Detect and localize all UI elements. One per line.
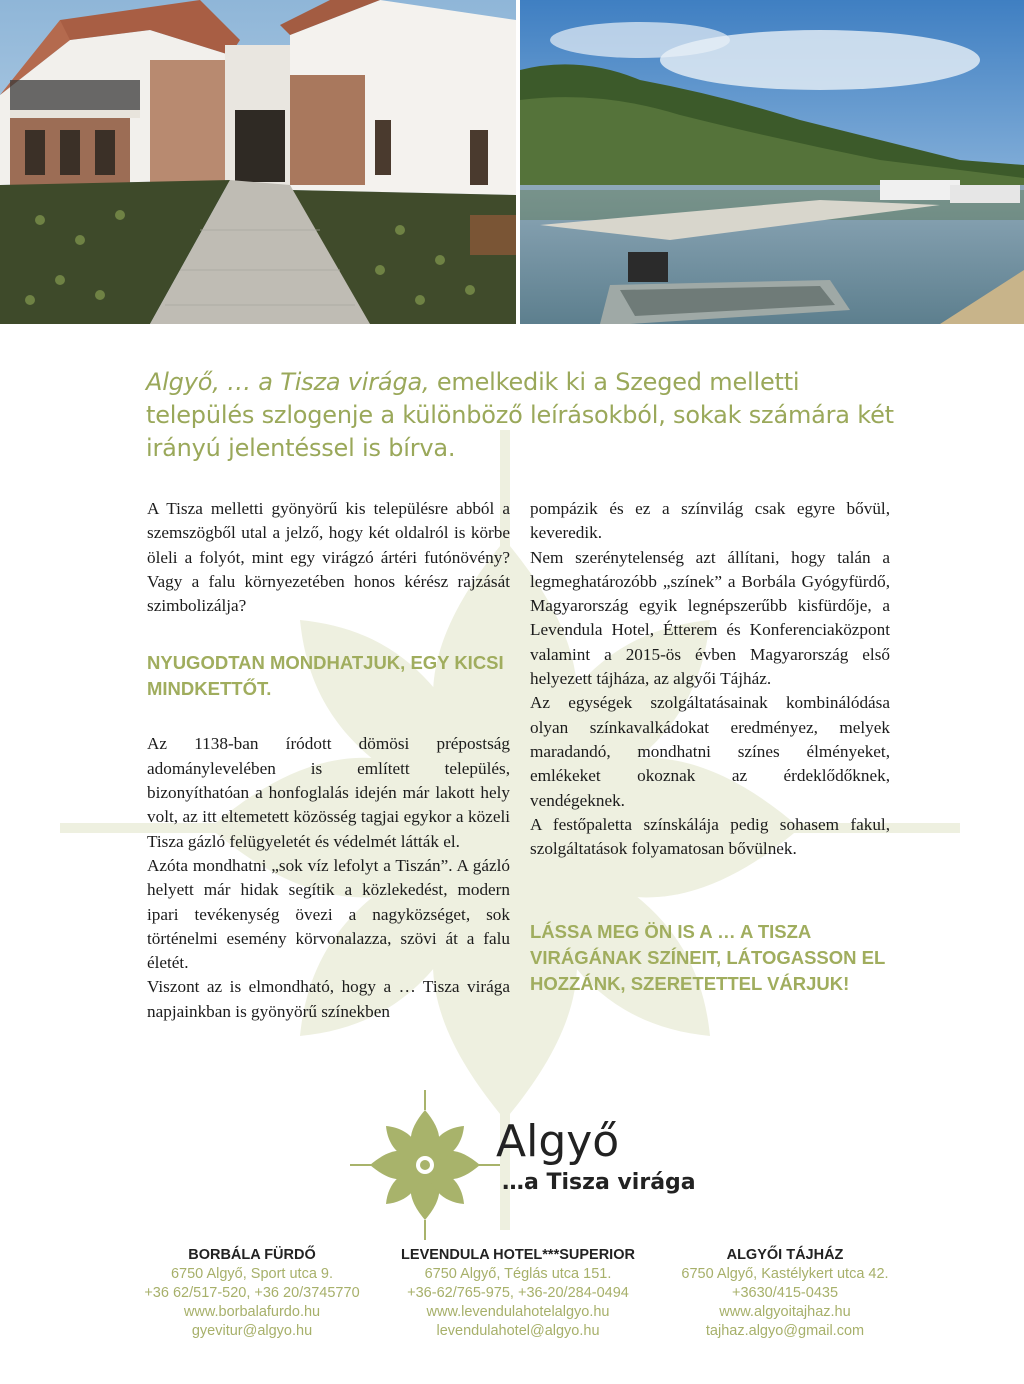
- contact-website[interactable]: www.algyoitajhaz.hu: [719, 1304, 851, 1320]
- algyo-logo: [350, 1090, 710, 1240]
- contact-website[interactable]: www.borbalafurdo.hu: [183, 1304, 321, 1320]
- contact-tajhaz: [650, 1246, 920, 1341]
- contact-address: 6750 Algyő, Téglás utca 151.: [424, 1266, 612, 1282]
- tisza-river-photo: [520, 0, 1024, 324]
- contact-phone: +36-62/765-975, +36-20/284-0494: [407, 1285, 629, 1301]
- column-right: [530, 497, 890, 997]
- contact-name: LEVENDULA HOTEL***SUPERIOR: [401, 1247, 635, 1263]
- contact-address: 6750 Algyő, Sport utca 9.: [170, 1266, 334, 1282]
- contact-email[interactable]: levendulahotel@algyo.hu: [436, 1323, 600, 1339]
- paragraph: Viszont az is elmondható, hogy a … Tisza virága napjainkban is gyönyörű színekben: [147, 977, 510, 1021]
- contact-levendula: [383, 1246, 653, 1341]
- call-to-action-heading: LÁSSA MEG ÖN IS A … A TISZA VIRÁGÁNAK SZÍNEIT, LÁTOGASSON EL HOZZÁNK, SZERETETTEL VÁRJUK!: [530, 921, 885, 995]
- contact-phone: +36 62/517-520, +36 20/3745770: [144, 1285, 360, 1301]
- section-heading: NYUGODTAN MONDHATJUK, EGY KICSI MINDKETTŐT.: [147, 652, 504, 700]
- paragraph: A Tisza melletti gyönyörű kis településre abból a szemszögből utal a jelző, hogy két oldalról is körbe öleli a folyót, mint egy virágzó ártéri futónövény? Vagy a falu környezetében honos kérész rajzását szimbolizálja?: [147, 499, 510, 616]
- contact-phone: +3630/415-0435: [731, 1285, 839, 1301]
- paragraph: pompázik és ez a színvilág csak egyre bővül, keveredik.: [530, 499, 890, 543]
- flower-logo-icon: [350, 1090, 500, 1240]
- intro-lead: [146, 366, 906, 465]
- logo-tagline: …a Tisza virága: [502, 1170, 696, 1195]
- contact-borbala: [117, 1246, 387, 1341]
- intro-slogan: Algyő, … a Tisza virága,: [146, 368, 430, 396]
- contact-name: ALGYŐI TÁJHÁZ: [726, 1247, 844, 1263]
- contact-website[interactable]: www.levendulahotelalgyo.hu: [426, 1304, 610, 1320]
- intro-text: emelkedik ki a Szeged melletti település szlogenje a különböző leírásokból, sokak számára két irányú jelentéssel is bírva.: [146, 368, 894, 462]
- contact-name: BORBÁLA FÜRDŐ: [188, 1247, 316, 1263]
- paragraph: Az 1138-ban íródott dömösi prépostság adománylevelében is említett település, bizonyíthatóan a honfoglalás idején már lakott hely volt, az itt eltemetett közösség tagjai egykor a közeli Tisza gázló felügyeletét és védelmét látták el.: [147, 734, 510, 851]
- paragraph: Nem szerénytelenség azt állítani, hogy talán a legmeghatározóbb „színek” a Borbála Gyógyfürdő, Magyarország egyik legnépszerűbb kisfürdője, a Levendula Hotel, Étterem és Konferenciaközpont valamint a 2015-ös évben Magyarország első helyezett tájháza, az algyői Tájház.: [530, 547, 890, 689]
- paragraph: Az egységek szolgáltatásainak kombinálódása olyan színkavalkádokat eredményez, melyek maradandó, mondhatni színes élményeket, emlékeket okoznak az érdeklődőknek, vendégeknek.: [530, 693, 890, 810]
- paragraph: Azóta mondhatni „sok víz lefolyt a Tiszán”. A gázló helyett már hidak segítik a közlekedést, modern ipari tevékenység övezi a nagyközséget, sok történelmi esemény körvonalazza, szövi át a falu életét.: [147, 855, 510, 973]
- logo-name: Algyő: [496, 1116, 620, 1167]
- contact-address: 6750 Algyő, Kastélykert utca 42.: [681, 1266, 889, 1282]
- contact-email[interactable]: tajhaz.algyo@gmail.com: [705, 1323, 865, 1339]
- paragraph: A festőpaletta színskálája pedig sohasem fakul, szolgáltatások folyamatosan bővülnek.: [530, 814, 890, 859]
- hotel-building-photo: [0, 0, 516, 324]
- header-photos: [0, 0, 1024, 324]
- column-left: [147, 497, 510, 1024]
- contact-email[interactable]: gyevitur@algyo.hu: [191, 1323, 313, 1339]
